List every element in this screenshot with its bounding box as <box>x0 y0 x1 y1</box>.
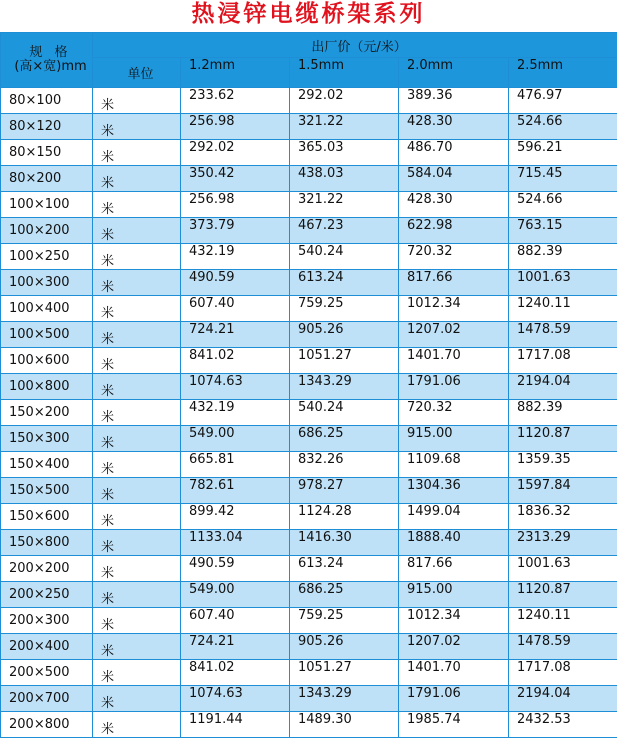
price-cell: 1401.70 <box>399 348 509 374</box>
price-cell: 724.21 <box>181 634 290 660</box>
unit-cell: 米 <box>93 270 181 296</box>
price-cell: 905.26 <box>290 634 399 660</box>
unit-cell: 米 <box>93 478 181 504</box>
price-cell: 596.21 <box>509 140 617 166</box>
price-cell: 486.70 <box>399 140 509 166</box>
spec-cell: 80×200 <box>1 166 93 192</box>
price-cell: 1133.04 <box>181 530 290 556</box>
price-table <box>0 32 617 738</box>
price-cell: 292.02 <box>290 88 399 114</box>
price-cell: 1478.59 <box>509 322 617 348</box>
spec-cell: 100×250 <box>1 244 93 270</box>
price-cell: 899.42 <box>181 504 290 530</box>
price-cell: 607.40 <box>181 608 290 634</box>
spec-cell: 200×400 <box>1 634 93 660</box>
price-cell: 233.62 <box>181 88 290 114</box>
price-cell: 321.22 <box>290 114 399 140</box>
unit-cell: 米 <box>93 608 181 634</box>
table-row <box>1 400 617 426</box>
table-row <box>1 348 617 374</box>
table-row <box>1 712 617 738</box>
spec-cell: 150×800 <box>1 530 93 556</box>
unit-cell: 米 <box>93 634 181 660</box>
price-cell: 540.24 <box>290 400 399 426</box>
spec-cell: 200×700 <box>1 686 93 712</box>
table-row <box>1 88 617 114</box>
price-cell: 817.66 <box>399 556 509 582</box>
unit-cell: 米 <box>93 400 181 426</box>
page-title: 热浸锌电缆桥架系列 <box>191 0 426 27</box>
price-cell: 978.27 <box>290 478 399 504</box>
table-row <box>1 244 617 270</box>
unit-cell: 米 <box>93 582 181 608</box>
spec-cell: 200×200 <box>1 556 93 582</box>
price-cell: 438.03 <box>290 166 399 192</box>
unit-cell: 米 <box>93 114 181 140</box>
price-cell: 2313.29 <box>509 530 617 556</box>
table-row <box>1 582 617 608</box>
table-row <box>1 322 617 348</box>
price-cell: 763.15 <box>509 218 617 244</box>
price-cell: 2432.53 <box>509 712 617 738</box>
price-cell: 476.97 <box>509 88 617 114</box>
price-cell: 1012.34 <box>399 296 509 322</box>
price-cell: 686.25 <box>290 582 399 608</box>
price-cell: 882.39 <box>509 400 617 426</box>
spec-cell: 200×300 <box>1 608 93 634</box>
unit-cell: 米 <box>93 374 181 400</box>
price-cell: 1717.08 <box>509 348 617 374</box>
price-cell: 1124.28 <box>290 504 399 530</box>
price-cell: 1240.11 <box>509 608 617 634</box>
spec-cell: 100×100 <box>1 192 93 218</box>
spec-cell: 200×500 <box>1 660 93 686</box>
unit-cell: 米 <box>93 166 181 192</box>
spec-cell: 80×120 <box>1 114 93 140</box>
price-cell: 1109.68 <box>399 452 509 478</box>
price-cell: 1836.32 <box>509 504 617 530</box>
price-cell: 1240.11 <box>509 296 617 322</box>
unit-cell: 米 <box>93 218 181 244</box>
table-row <box>1 478 617 504</box>
price-cell: 428.30 <box>399 192 509 218</box>
spec-cell: 200×250 <box>1 582 93 608</box>
spec-cell: 100×800 <box>1 374 93 400</box>
table-row <box>1 452 617 478</box>
price-cell: 373.79 <box>181 218 290 244</box>
table-row <box>1 660 617 686</box>
price-cell: 1120.87 <box>509 426 617 452</box>
price-cell: 782.61 <box>181 478 290 504</box>
thickness-header-3: 2.0mm <box>399 58 509 88</box>
price-cell: 1597.84 <box>509 478 617 504</box>
price-cell: 524.66 <box>509 114 617 140</box>
price-cell: 432.19 <box>181 244 290 270</box>
price-cell: 428.30 <box>399 114 509 140</box>
price-cell: 524.66 <box>509 192 617 218</box>
price-cell: 365.03 <box>290 140 399 166</box>
thickness-header-1: 1.2mm <box>181 58 290 88</box>
unit-cell: 米 <box>93 192 181 218</box>
price-cell: 1001.63 <box>509 270 617 296</box>
spec-cell: 100×400 <box>1 296 93 322</box>
price-cell: 1343.29 <box>290 686 399 712</box>
price-cell: 841.02 <box>181 660 290 686</box>
unit-cell: 米 <box>93 348 181 374</box>
table-header <box>1 33 617 88</box>
price-cell: 1012.34 <box>399 608 509 634</box>
thickness-header-2: 1.5mm <box>290 58 399 88</box>
table-body <box>1 88 617 738</box>
table-row <box>1 374 617 400</box>
price-cell: 1791.06 <box>399 686 509 712</box>
unit-cell: 米 <box>93 686 181 712</box>
price-cell: 549.00 <box>181 582 290 608</box>
table-row <box>1 608 617 634</box>
price-cell: 720.32 <box>399 400 509 426</box>
price-cell: 1985.74 <box>399 712 509 738</box>
price-cell: 1051.27 <box>290 660 399 686</box>
price-cell: 1051.27 <box>290 348 399 374</box>
price-cell: 1401.70 <box>399 660 509 686</box>
price-cell: 1304.36 <box>399 478 509 504</box>
price-cell: 1001.63 <box>509 556 617 582</box>
price-cell: 1120.87 <box>509 582 617 608</box>
price-cell: 1343.29 <box>290 374 399 400</box>
price-cell: 882.39 <box>509 244 617 270</box>
table-row <box>1 270 617 296</box>
spec-header-line2: (高×宽)mm <box>14 59 87 74</box>
price-cell: 841.02 <box>181 348 290 374</box>
spec-cell: 100×500 <box>1 322 93 348</box>
spec-cell: 200×800 <box>1 712 93 738</box>
price-cell: 350.42 <box>181 166 290 192</box>
price-cell: 1717.08 <box>509 660 617 686</box>
unit-column-header: 单位 <box>93 58 181 88</box>
price-cell: 832.26 <box>290 452 399 478</box>
price-cell: 915.00 <box>399 582 509 608</box>
price-cell: 1359.35 <box>509 452 617 478</box>
table-row <box>1 634 617 660</box>
unit-cell: 米 <box>93 322 181 348</box>
spec-cell: 150×200 <box>1 400 93 426</box>
price-group-header: 出厂价（元/米） <box>93 33 617 58</box>
unit-cell: 米 <box>93 244 181 270</box>
spec-cell: 100×300 <box>1 270 93 296</box>
price-cell: 1416.30 <box>290 530 399 556</box>
unit-cell: 米 <box>93 556 181 582</box>
price-cell: 389.36 <box>399 88 509 114</box>
table-row <box>1 504 617 530</box>
spec-cell: 150×300 <box>1 426 93 452</box>
price-cell: 915.00 <box>399 426 509 452</box>
price-cell: 432.19 <box>181 400 290 426</box>
spec-cell: 150×500 <box>1 478 93 504</box>
price-cell: 1791.06 <box>399 374 509 400</box>
price-cell: 905.26 <box>290 322 399 348</box>
price-cell: 321.22 <box>290 192 399 218</box>
price-cell: 715.45 <box>509 166 617 192</box>
thickness-header-4: 2.5mm <box>509 58 617 88</box>
price-cell: 1207.02 <box>399 634 509 660</box>
unit-cell: 米 <box>93 426 181 452</box>
price-cell: 1499.04 <box>399 504 509 530</box>
price-cell: 724.21 <box>181 322 290 348</box>
unit-cell: 米 <box>93 504 181 530</box>
price-cell: 686.25 <box>290 426 399 452</box>
price-cell: 584.04 <box>399 166 509 192</box>
price-cell: 1888.40 <box>399 530 509 556</box>
table-row <box>1 140 617 166</box>
unit-cell: 米 <box>93 88 181 114</box>
table-row <box>1 166 617 192</box>
price-cell: 540.24 <box>290 244 399 270</box>
unit-cell: 米 <box>93 712 181 738</box>
table-row <box>1 218 617 244</box>
spec-cell: 80×150 <box>1 140 93 166</box>
price-cell: 2194.04 <box>509 686 617 712</box>
price-cell: 1478.59 <box>509 634 617 660</box>
price-cell: 490.59 <box>181 270 290 296</box>
table-row <box>1 426 617 452</box>
spec-cell: 80×100 <box>1 88 93 114</box>
unit-cell: 米 <box>93 140 181 166</box>
spec-header-line1: 规 格 <box>29 45 72 60</box>
price-cell: 256.98 <box>181 192 290 218</box>
price-cell: 613.24 <box>290 270 399 296</box>
price-cell: 467.23 <box>290 218 399 244</box>
price-cell: 759.25 <box>290 296 399 322</box>
price-cell: 1191.44 <box>181 712 290 738</box>
price-cell: 1074.63 <box>181 686 290 712</box>
price-cell: 549.00 <box>181 426 290 452</box>
table-row <box>1 686 617 712</box>
price-cell: 256.98 <box>181 114 290 140</box>
price-cell: 622.98 <box>399 218 509 244</box>
spec-cell: 150×600 <box>1 504 93 530</box>
price-cell: 613.24 <box>290 556 399 582</box>
table-row <box>1 114 617 140</box>
price-cell: 720.32 <box>399 244 509 270</box>
table-row <box>1 556 617 582</box>
unit-cell: 米 <box>93 660 181 686</box>
price-cell: 1207.02 <box>399 322 509 348</box>
price-cell: 1074.63 <box>181 374 290 400</box>
spec-cell: 100×600 <box>1 348 93 374</box>
unit-cell: 米 <box>93 530 181 556</box>
price-cell: 292.02 <box>181 140 290 166</box>
spec-column-header <box>1 33 93 88</box>
price-cell: 665.81 <box>181 452 290 478</box>
unit-cell: 米 <box>93 296 181 322</box>
price-cell: 759.25 <box>290 608 399 634</box>
price-cell: 817.66 <box>399 270 509 296</box>
price-cell: 490.59 <box>181 556 290 582</box>
spec-cell: 150×400 <box>1 452 93 478</box>
table-row <box>1 530 617 556</box>
price-cell: 607.40 <box>181 296 290 322</box>
price-cell: 2194.04 <box>509 374 617 400</box>
table-row <box>1 296 617 322</box>
unit-cell: 米 <box>93 452 181 478</box>
spec-cell: 100×200 <box>1 218 93 244</box>
price-cell: 1489.30 <box>290 712 399 738</box>
table-row <box>1 192 617 218</box>
